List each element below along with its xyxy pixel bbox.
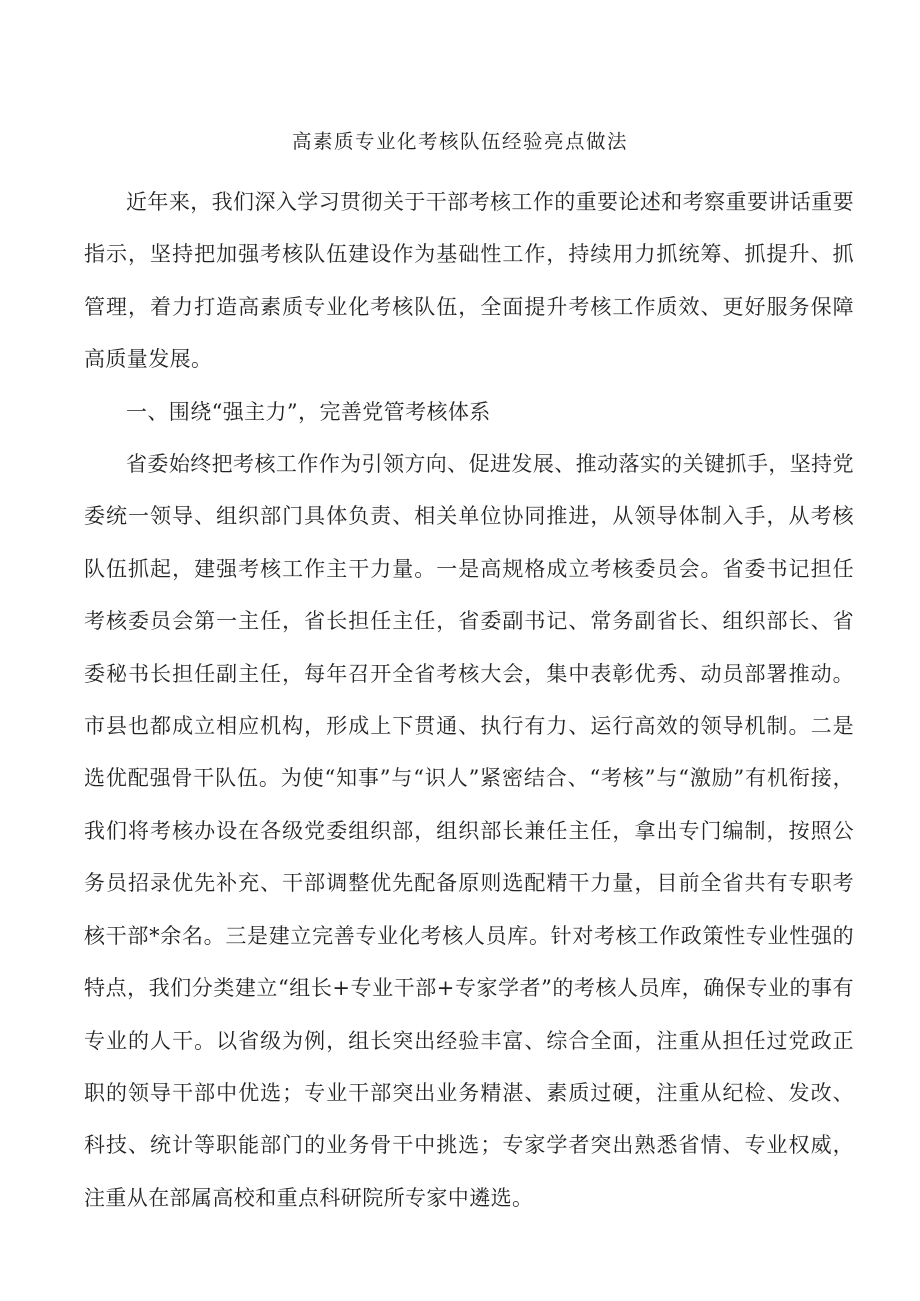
intro-paragraph: 近年来，我们深入学习贯彻关于干部考核工作的重要论述和考察重要讲话重要指示，坚持把加强考核队伍建设作为基础性工作，持续用力抓统筹、抓提升、抓管理，着力打造高素质专业化考核队伍，全面提升考核工作质效、更好服务保障高质量发展。 [84, 190, 854, 372]
document-body [84, 176, 854, 1224]
document-title: 高素质专业化考核队伍经验亮点做法 [291, 130, 628, 153]
section-heading: 一、围绕“强主力”，完善党管考核体系 [126, 399, 491, 424]
section-paragraph: 省委始终把考核工作作为引领方向、促进发展、推动落实的关键抓手，坚持党委统一领导、组织部门具体负责、相关单位协同推进，从领导体制入手，从考核队伍抓起，建强考核工作主干力量。一是高规格成立考核委员会。省委书记担任考核委员会第一主任，省长担任主任，省委副书记、常务副省长、组织部长、省委秘书长担任副主任，每年召开全省考核大会，集中表彰优秀、动员部署推动。市县也都成立相应机构，形成上下贯通、执行有力、运行高效的领导机制。二是选优配强骨干队伍。为使“知事”与“识人”紧密结合、“考核”与“激励”有机衔接，我们将考核办设在各级党委组织部，组织部长兼任主任，拿出专门编制，按照公务员招录优先补充、干部调整优先配备原则选配精干力量，目前全省共有专职考核干部*余名。三是建立完善专业化考核人员库。针对考核工作政策性专业性强的特点，我们分类建立“组长+专业干部+专家学者”的考核人员库，确保专业的事有专业的人干。以省级为例，组长突出经验丰富、综合全面，注重从担任过党政正职的领导干部中优选；专业干部突出业务精湛、素质过硬，注重从纪检、发改、科技、统计等职能部门的业务骨干中挑选；专家学者突出熟悉省情、专业权威，注重从在部属高校和重点科研院所专家中遴选。 [84, 452, 854, 1210]
